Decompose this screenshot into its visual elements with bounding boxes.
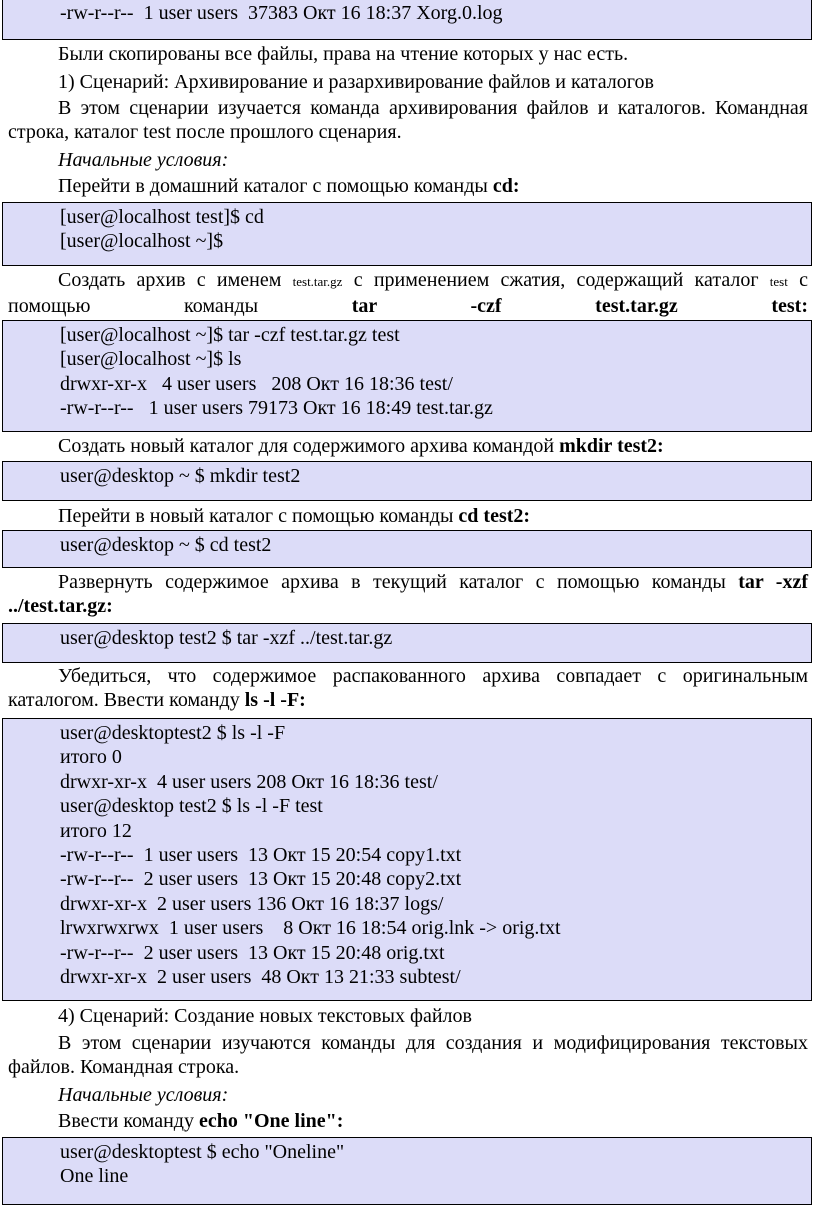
terminal-line: user@desktoptest $ echo "Oneline": [60, 1141, 345, 1163]
command-cd: cd:: [492, 175, 520, 197]
instruction-verify-contents: Убедиться, что содержимое распакованного архива совпадает с оригинальным каталогом. Ввести команду ls -l -F:: [8, 665, 808, 712]
paragraph-text-files-intro: В этом сценарии изучаются команды для создания и модифицирования текстовых файлов. Командная строка.: [8, 1032, 808, 1079]
command-cd-test2: cd test2:: [458, 505, 531, 527]
instruction-go-home: Перейти в домашний каталог с помощью команды cd:: [58, 175, 520, 197]
terminal-line: One line: [60, 1165, 129, 1188]
directory-name: test: [769, 274, 788, 289]
command-mkdir: mkdir test2:: [559, 435, 664, 457]
terminal-line: user@desktop test2 $ ls -l -F test: [60, 795, 323, 818]
instruction-create-archive: Создать архив с именем test.tar.gz с применением сжатия, содержащий каталог test с помощью команды tar -czf test.tar.gz test:: [8, 269, 808, 318]
terminal-line: drwxr-xr-x 2 user users 48 Окт 13 21:33 subtest/: [60, 965, 461, 988]
terminal-line: итого 0: [60, 746, 122, 769]
terminal-line: drwxr-xr-x 4 user users 208 Окт 16 18:36 test/: [60, 372, 453, 395]
terminal-box-tar-extract: [2, 623, 812, 663]
terminal-line: -rw-r--r-- 1 user users 79173 Окт 16 18:49 test.tar.gz: [60, 397, 493, 420]
paragraph-copied-files: Были скопированы все файлы, права на чтение которых у нас есть.: [58, 43, 629, 65]
terminal-line: [user@localhost ~]$: [60, 230, 224, 253]
scenario-heading-archiving: 1) Сценарий: Архивирование и разархивирование файлов и каталогов: [58, 71, 654, 93]
terminal-box-mkdir: [2, 461, 812, 501]
scenario-heading-text-files: 4) Сценарий: Создание новых текстовых файлов: [58, 1005, 472, 1027]
terminal-box-ls-listing: [2, 718, 812, 1001]
terminal-line: user@desktop ~ $ mkdir test2: [60, 465, 301, 487]
initial-conditions-label: Начальные условия:: [58, 1084, 229, 1106]
command-tar-xzf: tar -xzf ../test.tar.gz:: [8, 571, 808, 618]
terminal-line: drwxr-xr-x 4 user users 208 Окт 16 18:36 test/: [60, 770, 438, 793]
initial-conditions-label: Начальные условия:: [58, 149, 229, 171]
archive-filename: test.tar.gz: [292, 274, 343, 289]
terminal-box-xorg-listing: [2, 0, 812, 40]
terminal-box-tar-create: [2, 320, 812, 432]
terminal-line: [user@localhost ~]$ tar -czf test.tar.gz test: [60, 324, 400, 346]
instruction-cd-test2: Перейти в новый каталог с помощью команды cd test2:: [58, 505, 531, 527]
terminal-box-echo: [2, 1137, 812, 1205]
terminal-line: итого 12: [60, 819, 132, 842]
paragraph-archiving-intro: В этом сценарии изучается команда архивирования файлов и каталогов. Командная строка, каталог test после прошлого сценария.: [8, 97, 808, 144]
terminal-line: [user@localhost test]$ cd: [60, 206, 264, 228]
instruction-extract-archive: Развернуть содержимое архива в текущий каталог с помощью команды tar -xzf ../test.tar.gz:: [8, 571, 808, 618]
terminal-line: -rw-r--r-- 2 user users 13 Окт 15 20:48 copy2.txt: [60, 868, 462, 891]
command-tar-czf: tar -czf test.tar.gz test:: [351, 295, 808, 318]
terminal-line: user@desktoptest2 $ ls -l -F: [60, 722, 286, 744]
terminal-line: drwxr-xr-x 2 user users 136 Окт 16 18:37 logs/: [60, 892, 444, 915]
terminal-box-cd: [2, 202, 812, 266]
terminal-line: user@desktop test2 $ tar -xzf ../test.tar.gz: [60, 627, 393, 649]
instruction-mkdir: Создать новый каталог для содержимого архива командой mkdir test2:: [58, 435, 664, 457]
command-ls-l-f: ls -l -F:: [244, 689, 306, 712]
terminal-line: lrwxrwxrwx 1 user users 8 Окт 16 18:54 orig.lnk -> orig.txt: [60, 917, 561, 940]
terminal-box-cd-test2: [2, 530, 812, 568]
instruction-echo: Ввести команду echo "One line":: [58, 1110, 344, 1132]
terminal-line: user@desktop ~ $ cd test2: [60, 534, 272, 556]
terminal-line: -rw-r--r-- 2 user users 13 Окт 15 20:48 orig.txt: [60, 941, 445, 964]
terminal-line: [user@localhost ~]$ ls: [60, 348, 242, 371]
terminal-line: -rw-r--r-- 1 user users 13 Окт 15 20:54 copy1.txt: [60, 843, 462, 866]
command-echo: echo "One line":: [198, 1110, 344, 1132]
terminal-line: -rw-r--r-- 1 user users 37383 Окт 16 18:37 Xorg.0.log: [60, 2, 503, 24]
